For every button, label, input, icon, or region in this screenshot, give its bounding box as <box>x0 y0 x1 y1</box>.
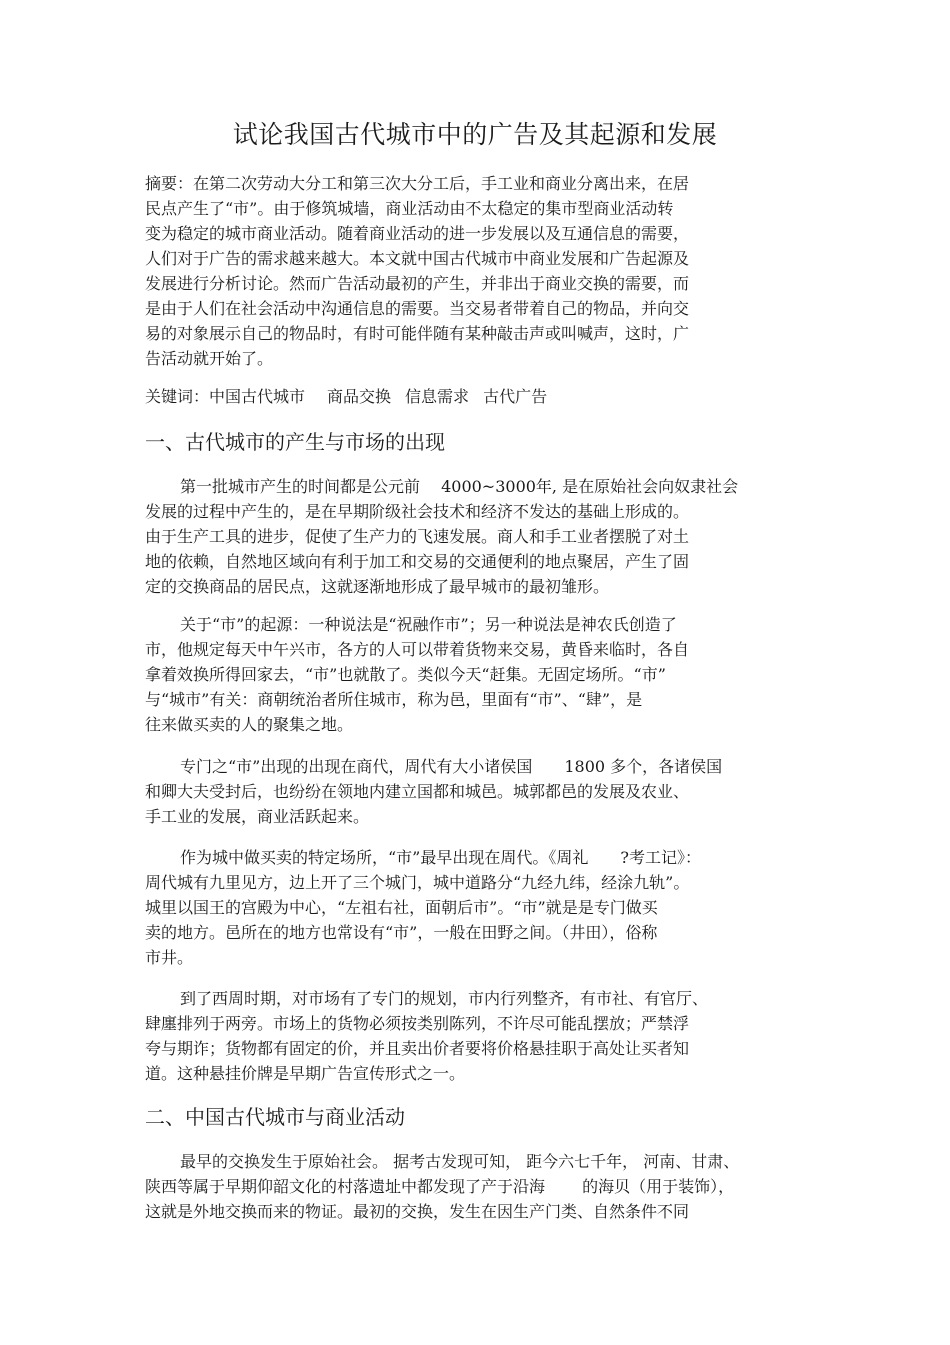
paragraph-line: 道。这种悬挂价牌是早期广告宣传形式之一。 <box>145 1064 466 1083</box>
abstract-line: 变为稳定的城市商业活动。随着商业活动的进一步发展以及互通信息的需要， <box>145 224 690 243</box>
paragraph-line: 往来做买卖的人的聚集之地。 <box>145 715 354 734</box>
paragraph-line: 城里以国王的宫殿为中心，“左祖右社，面朝后市”。“市”就是是专门做买 <box>145 898 658 917</box>
paragraph-line: 肆廛排列于两旁。市场上的货物必须按类别陈列，不许尽可能乱摆放；严禁浮 <box>145 1014 690 1033</box>
paragraph-line: 这就是外地交换而来的物证。最初的交换，发生在因生产门类、自然条件不同 <box>145 1202 690 1221</box>
paragraph-line: 专门之“市”出现的出现在商代，周代有大小诸侯国 1800 多个，各诸侯国 <box>180 757 723 776</box>
paragraph-line: 到了西周时期，对市场有了专门的规划，市内行列整齐，有市社、有官厅、 <box>180 989 709 1008</box>
abstract-line: 民点产生了“市”。由于修筑城墙，商业活动由不太稳定的集市型商业活动转 <box>145 199 674 218</box>
paragraph-line: 夸与期诈；货物都有固定的价，并且卖出价者要将价格悬挂职于高处让买者知 <box>145 1039 690 1058</box>
paragraph-line: 卖的地方。邑所在的地方也常设有“市”，一般在田野之间。（井田），俗称 <box>145 923 658 942</box>
paragraph-line: 定的交换商品的居民点，这就逐渐地形成了最早城市的最初雏形。 <box>145 577 610 596</box>
abstract-line: 发展进行分析讨论。然而广告活动最初的产生，并非出于商业交换的需要，而 <box>145 274 690 293</box>
paragraph-line: 手工业的发展，商业活跃起来。 <box>145 807 370 826</box>
abstract-line: 摘要：在第二次劳动大分工和第三次大分工后，手工业和商业分离出来，在居 <box>145 174 690 193</box>
abstract-line: 人们对于广告的需求越来越大。本文就中国古代城市中商业发展和广告起源及 <box>145 249 690 268</box>
paragraph <box>145 845 810 970</box>
keyword: 中国古代城市 <box>209 387 306 406</box>
section-heading-1: 一、古代城市的产生与市场的出现 <box>145 430 445 454</box>
paragraph-line: 关于“市”的起源：一种说法是“祝融作市”；另一种说法是神农氏创造了 <box>180 615 677 634</box>
paragraph-line: 和卿大夫受封后，也纷纷在领地内建立国都和城邑。城郭都邑的发展及农业、 <box>145 782 690 801</box>
paragraph-line: 地的依赖，自然地区域向有利于加工和交易的交通便利的地点聚居，产生了固 <box>145 552 690 571</box>
keywords <box>145 384 547 409</box>
paragraph-line: 由于生产工具的进步，促使了生产力的飞速发展。商人和手工业者摆脱了对土 <box>145 527 690 546</box>
paragraph-line: 市，他规定每天中午兴市，各方的人可以带着货物来交易，黄昏来临时，各自 <box>145 640 690 659</box>
keyword: 信息需求 <box>405 387 470 406</box>
paragraph-line: 与“城市”有关：商朝统治者所住城市，称为邑，里面有“市”、“肆”，是 <box>145 690 643 709</box>
paragraph-line: 拿着效换所得回家去，“市”也就散了。类似今天“赶集。无固定场所。“市” <box>145 665 666 684</box>
abstract <box>145 171 810 371</box>
abstract-line: 易的对象展示自己的物品时，有时可能伴随有某种敲击声或叫喊声，这时，广 <box>145 324 690 343</box>
paragraph <box>145 754 810 829</box>
keyword: 商品交换 <box>327 387 392 406</box>
paragraph-line: 发展的过程中产生的，是在早期阶级社会技术和经济不发达的基础上形成的。 <box>145 502 690 521</box>
paragraph <box>145 986 810 1086</box>
page-title: 试论我国古代城市中的广告及其起源和发展 <box>232 120 718 149</box>
paragraph-line: 第一批城市产生的时间都是公元前 4000~3000年, 是在原始社会向奴隶社会 <box>180 477 739 496</box>
abstract-line: 告活动就开始了。 <box>145 349 274 368</box>
paragraph-line: 陕西等属于早期仰韶文化的村落遗址中都发现了产于沿海 的海贝（用于装饰）， <box>145 1177 735 1196</box>
paragraph-line: 最早的交换发生于原始社会。 据考古发现可知， 距今六七千年， 河南、甘肃、 <box>180 1152 740 1171</box>
paragraph-line: 周代城有九里见方，边上开了三个城门，城中道路分“九经九纬，经涂九轨”。 <box>145 873 690 892</box>
keywords-label: 关键词： <box>145 387 210 406</box>
paragraph <box>145 1149 810 1224</box>
paragraph-line: 作为城中做买卖的特定场所，“市”最早出现在周代。《周礼 ?考工记》： <box>180 848 701 867</box>
paragraph <box>145 612 810 737</box>
paragraph-line: 市井。 <box>145 948 194 967</box>
paragraph <box>145 474 810 599</box>
abstract-line: 是由于人们在社会活动中沟通信息的需要。当交易者带着自己的物品，并向交 <box>145 299 690 318</box>
section-heading-2: 二、中国古代城市与商业活动 <box>145 1105 405 1129</box>
keyword: 古代广告 <box>483 387 548 406</box>
